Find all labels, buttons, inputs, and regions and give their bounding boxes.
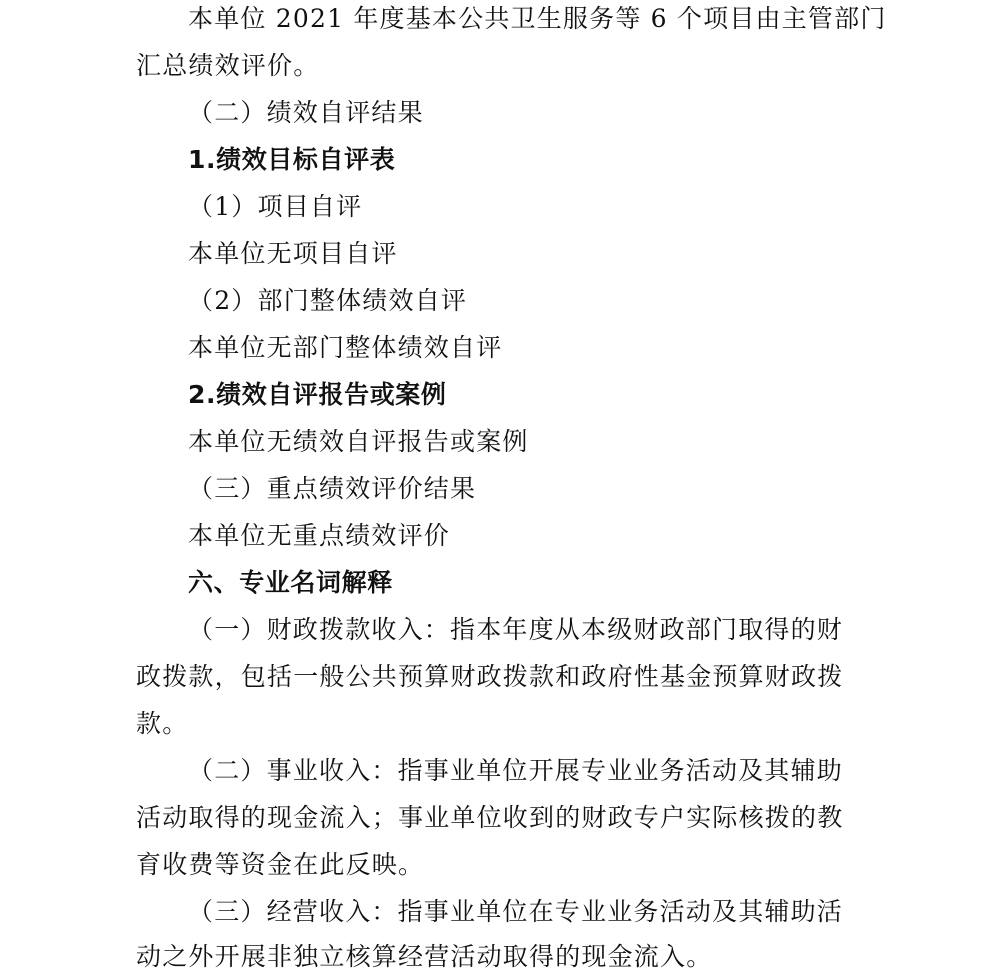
subsection-heading: 2.绩效自评报告或案例 bbox=[188, 380, 447, 409]
text-line: 政拨款，包括一般公共预算财政拨款和政府性基金预算财政拨 bbox=[136, 662, 844, 691]
section-heading: （二）绩效自评结果 bbox=[188, 98, 424, 127]
text-line: （一）财政拨款收入：指本年度从本级财政部门取得的财 bbox=[188, 615, 844, 644]
text-line: （二）事业收入：指事业单位开展专业业务活动及其辅助 bbox=[188, 756, 844, 785]
text-line: 本单位 2021 年度基本公共卫生服务等 6 个项目由主管部门 bbox=[188, 4, 887, 33]
text-line: 汇总绩效评价。 bbox=[136, 51, 320, 80]
section-heading: （三）重点绩效评价结果 bbox=[188, 474, 477, 503]
text-line: 本单位无重点绩效评价 bbox=[188, 521, 451, 550]
text-line: 育收费等资金在此反映。 bbox=[136, 850, 425, 879]
text-line: 本单位无部门整体绩效自评 bbox=[188, 333, 503, 362]
text-line: （三）经营收入：指事业单位在专业业务活动及其辅助活 bbox=[188, 897, 844, 926]
item-heading: （2）部门整体绩效自评 bbox=[188, 286, 468, 315]
text-line: 活动取得的现金流入；事业单位收到的财政专户实际核拨的教 bbox=[136, 803, 844, 832]
text-line: 本单位无绩效自评报告或案例 bbox=[188, 427, 529, 456]
text-line: 款。 bbox=[136, 709, 189, 738]
text-line: 本单位无项目自评 bbox=[188, 239, 398, 268]
item-heading: （1）项目自评 bbox=[188, 192, 363, 221]
subsection-heading: 1.绩效目标自评表 bbox=[188, 145, 396, 174]
text-line: 动之外开展非独立核算经营活动取得的现金流入。 bbox=[136, 942, 713, 971]
chapter-heading: 六、专业名词解释 bbox=[188, 568, 393, 597]
